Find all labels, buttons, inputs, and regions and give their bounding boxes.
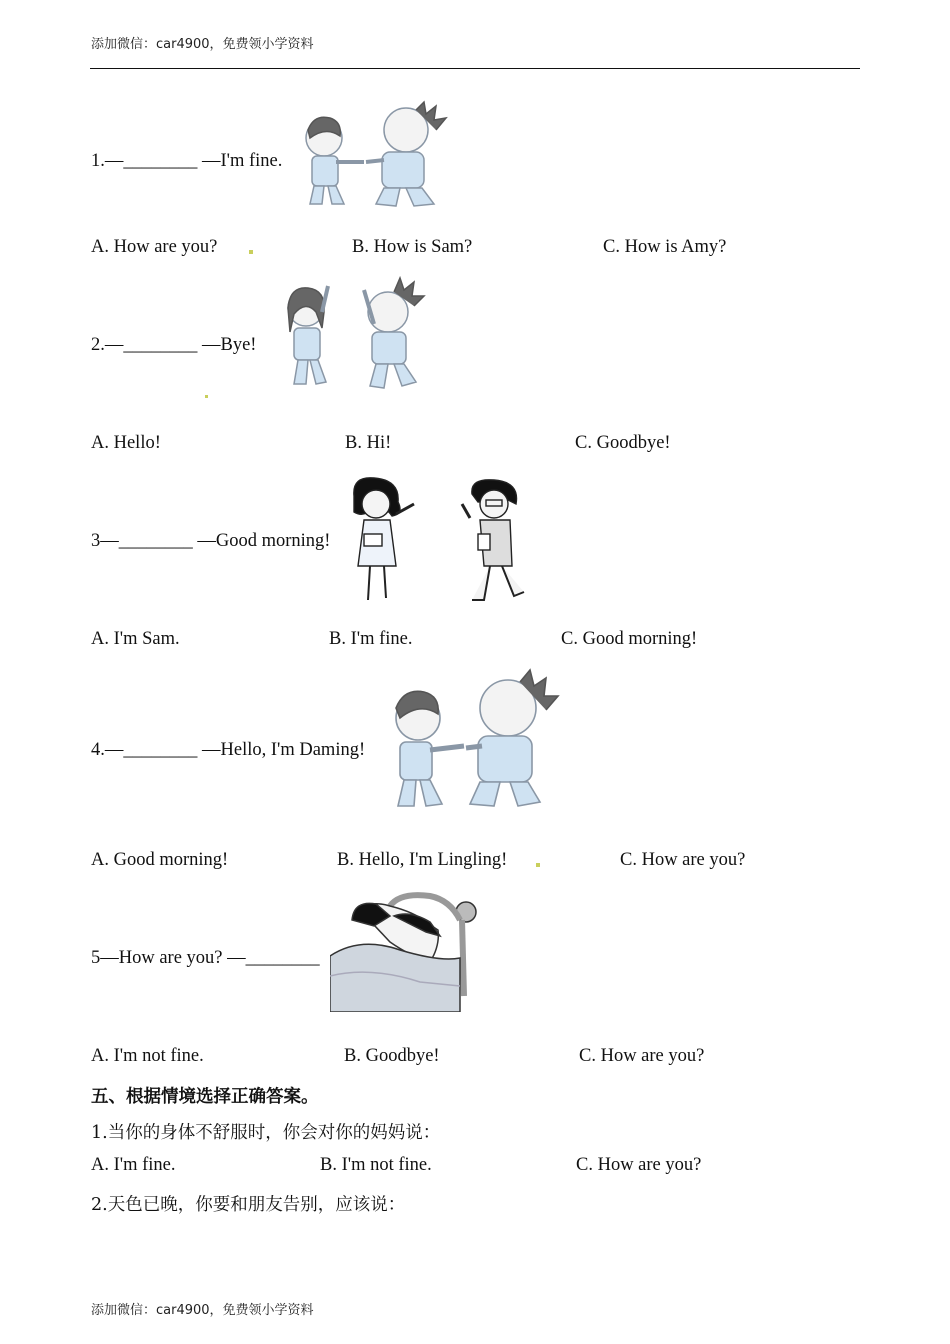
header-rule — [90, 68, 860, 69]
question-2-option-b[interactable]: B. Hi! — [345, 433, 392, 453]
question-5-option-c[interactable]: C. How are you? — [579, 1046, 705, 1066]
question-2-option-a[interactable]: A. Hello! — [91, 433, 161, 453]
question-2-prompt: 2.—________ —Bye! — [91, 335, 257, 355]
two-kids-shaking-hands-icon — [296, 100, 456, 212]
question-3-option-a[interactable]: A. I'm Sam. — [91, 629, 180, 649]
question-1-option-b[interactable]: B. How is Sam? — [352, 237, 473, 257]
marker-dot — [205, 395, 208, 398]
question-3-prompt: 3—________ —Good morning! — [91, 531, 331, 551]
two-kids-waving-icon — [276, 272, 436, 394]
page-header: 添加微信：car4900，免费领小学资料 — [91, 37, 314, 52]
marker-dot — [249, 250, 253, 254]
marker-dot — [536, 863, 540, 867]
question-1-option-a[interactable]: A. How are you? — [91, 237, 218, 257]
section-5-item-1-option-a[interactable]: A. I'm fine. — [91, 1155, 176, 1175]
question-5-option-b[interactable]: B. Goodbye! — [344, 1046, 440, 1066]
question-4-option-b[interactable]: B. Hello, I'm Lingling! — [337, 850, 508, 870]
section-5-title: 五、根据情境选择正确答案。 — [91, 1087, 319, 1107]
question-5-prompt: 5—How are you? —________ — [91, 948, 320, 968]
question-5-option-a[interactable]: A. I'm not fine. — [91, 1046, 204, 1066]
two-kids-shaking-hands-icon — [384, 666, 564, 814]
question-4-option-c[interactable]: C. How are you? — [620, 850, 746, 870]
section-5-item-2-prompt: 2.天色已晚，你要和朋友告别，应该说： — [91, 1195, 406, 1215]
question-3-option-c[interactable]: C. Good morning! — [561, 629, 698, 649]
question-1-option-c[interactable]: C. How is Amy? — [603, 237, 727, 257]
question-3-option-b[interactable]: B. I'm fine. — [329, 629, 413, 649]
sick-boy-in-bed-icon — [330, 886, 482, 1012]
question-2-option-c[interactable]: C. Goodbye! — [575, 433, 671, 453]
question-4-option-a[interactable]: A. Good morning! — [91, 850, 229, 870]
section-5-item-1-option-b[interactable]: B. I'm not fine. — [320, 1155, 432, 1175]
question-4-prompt: 4.—________ —Hello, I'm Daming! — [91, 740, 366, 760]
section-5-item-1-prompt: 1.当你的身体不舒服时，你会对你的妈妈说： — [91, 1123, 441, 1143]
two-adults-greeting-icon — [344, 474, 534, 606]
question-1-prompt: 1.—________ —I'm fine. — [91, 151, 283, 171]
section-5-item-1-option-c[interactable]: C. How are you? — [576, 1155, 702, 1175]
page-footer: 添加微信：car4900，免费领小学资料 — [91, 1303, 314, 1318]
